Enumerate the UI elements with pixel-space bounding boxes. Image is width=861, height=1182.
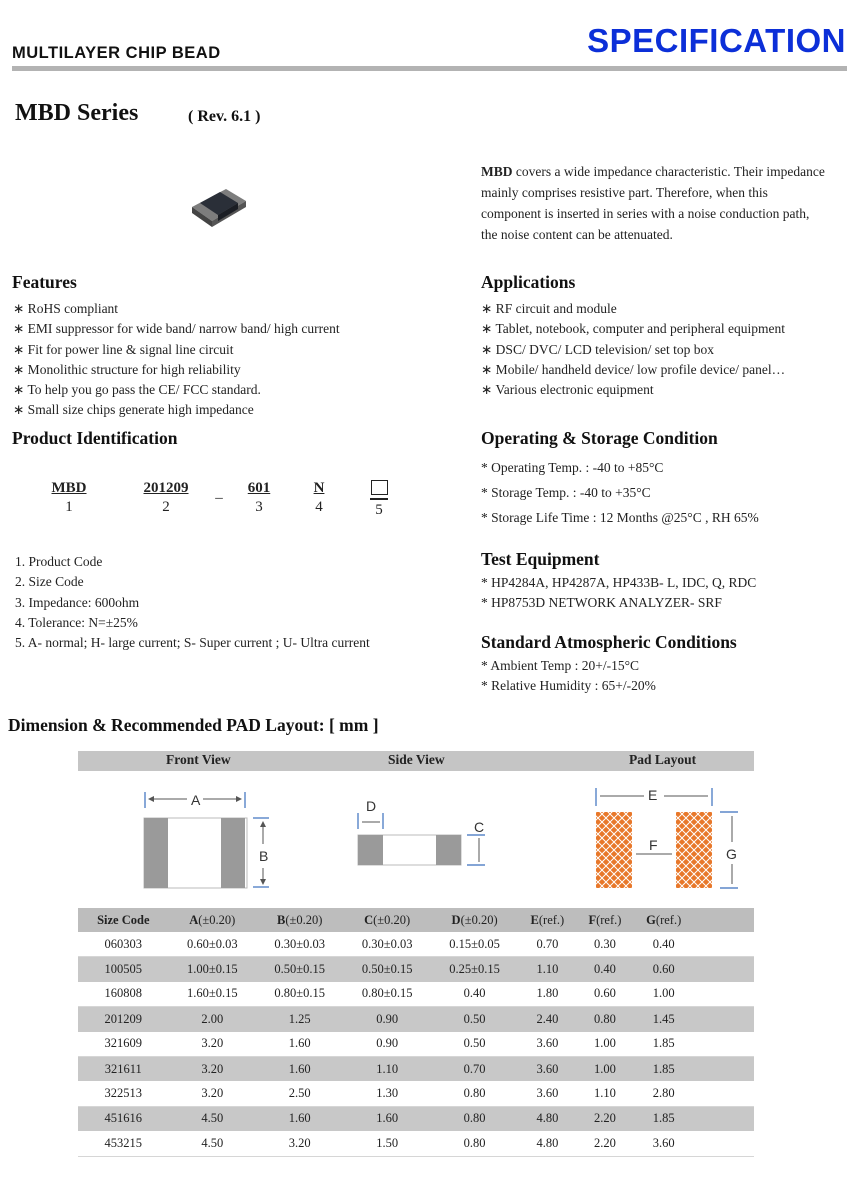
table-cell: 3.60 bbox=[518, 1081, 576, 1106]
table-cell: 3.20 bbox=[169, 1081, 256, 1106]
product-description: MBD covers a wide impedance characteristic. Their impedance mainly comprises resistive part. Therefore, when this component is inserted in series with a noise conduction path, the noise content can be attenuated. bbox=[481, 164, 825, 242]
label-a: A bbox=[191, 792, 201, 808]
pad-layout-diagram bbox=[586, 782, 746, 896]
table-cell: 1.10 bbox=[576, 1081, 633, 1106]
list-item: 3. Impedance: 600ohm bbox=[15, 594, 140, 610]
revision: ( Rev. 6.1 ) bbox=[188, 108, 261, 125]
list-item: ∗ Tablet, notebook, computer and peripheral equipment bbox=[481, 321, 786, 337]
table-cell: 2.80 bbox=[633, 1081, 694, 1106]
list-item: ∗ To help you go pass the CE/ FCC standard. bbox=[13, 382, 261, 398]
list-item: 4. Tolerance: N=±25% bbox=[15, 614, 138, 630]
table-cell: 453215 bbox=[78, 1131, 169, 1156]
operating-list bbox=[481, 455, 759, 530]
table-cell: 4.50 bbox=[169, 1131, 256, 1156]
list-item: ∗ Small size chips generate high impedance bbox=[13, 402, 254, 418]
blank-box-icon bbox=[371, 480, 388, 495]
table-cell: 2.40 bbox=[518, 1007, 576, 1032]
table-cell: 0.25±0.15 bbox=[431, 957, 518, 982]
table-cell: 1.60 bbox=[256, 1106, 343, 1131]
table-header-row bbox=[78, 908, 754, 932]
table-cell-blank bbox=[694, 1081, 754, 1106]
table-cell: 1.60 bbox=[256, 1032, 343, 1057]
table-cell: 0.80±0.15 bbox=[343, 982, 430, 1007]
table-cell: 1.50 bbox=[343, 1131, 430, 1156]
table-cell: 0.50±0.15 bbox=[256, 957, 343, 982]
features-list bbox=[13, 299, 340, 421]
table-row bbox=[78, 1106, 754, 1131]
table-cell: 0.80 bbox=[431, 1081, 518, 1106]
table-cell: 060303 bbox=[78, 932, 169, 957]
table-cell: 0.30 bbox=[576, 932, 633, 957]
table-cell: 1.60 bbox=[343, 1106, 430, 1131]
label-d: D bbox=[366, 798, 377, 814]
table-cell-blank bbox=[694, 932, 754, 957]
test-equipment-list bbox=[481, 573, 756, 614]
table-row bbox=[78, 1007, 754, 1032]
table-cell-blank bbox=[694, 982, 754, 1007]
list-item: ∗ RF circuit and module bbox=[481, 301, 617, 316]
label-e: E bbox=[648, 787, 658, 803]
table-cell: 3.20 bbox=[169, 1056, 256, 1081]
list-item: 5. A- normal; H- large current; S- Super current ; U- Ultra current bbox=[15, 635, 370, 651]
table-cell: 1.45 bbox=[633, 1007, 694, 1032]
list-item: 1. Product Code bbox=[15, 554, 103, 569]
doc-category: MULTILAYER CHIP BEAD bbox=[12, 44, 221, 62]
table-cell: 0.80 bbox=[576, 1007, 633, 1032]
chip-bead-image bbox=[186, 183, 252, 231]
table-cell: 0.90 bbox=[343, 1032, 430, 1057]
pid-code-1: MBD 1 bbox=[51, 480, 87, 515]
table-cell: 3.20 bbox=[169, 1032, 256, 1057]
table-cell: 2.20 bbox=[576, 1106, 633, 1131]
front-view-diagram bbox=[135, 786, 285, 896]
list-item: ∗ EMI suppressor for wide band/ narrow band/ high current bbox=[13, 321, 340, 337]
table-cell: 160808 bbox=[78, 982, 169, 1007]
table-cell-blank bbox=[694, 1032, 754, 1057]
table-cell: 0.80±0.15 bbox=[256, 982, 343, 1007]
table-cell: 0.90 bbox=[343, 1007, 430, 1032]
applications-heading: Applications bbox=[481, 272, 576, 292]
table-cell: 322513 bbox=[78, 1081, 169, 1106]
col-header: D(±0.20) bbox=[431, 908, 518, 932]
applications-list bbox=[481, 299, 785, 400]
table-cell: 3.60 bbox=[518, 1056, 576, 1081]
table-cell: 0.80 bbox=[431, 1131, 518, 1156]
front-view-label: Front View bbox=[166, 752, 231, 767]
table-cell: 2.00 bbox=[169, 1007, 256, 1032]
label-f: F bbox=[649, 837, 658, 853]
table-cell: 0.70 bbox=[518, 932, 576, 957]
table-cell: 4.80 bbox=[518, 1131, 576, 1156]
table-cell-blank bbox=[694, 1056, 754, 1081]
table-cell-blank bbox=[694, 957, 754, 982]
label-g: G bbox=[726, 846, 737, 862]
table-cell: 0.30±0.03 bbox=[343, 932, 430, 957]
table-cell: 1.10 bbox=[343, 1056, 430, 1081]
table-cell: 4.80 bbox=[518, 1106, 576, 1131]
table-cell: 1.25 bbox=[256, 1007, 343, 1032]
side-view-label: Side View bbox=[388, 752, 445, 767]
table-cell: 0.80 bbox=[431, 1106, 518, 1131]
pid-code-3: 601 3 bbox=[247, 480, 271, 515]
table-cell: 1.00±0.15 bbox=[169, 957, 256, 982]
table-cell: 1.85 bbox=[633, 1032, 694, 1057]
col-header: A(±0.20) bbox=[169, 908, 256, 932]
table-cell: 0.50 bbox=[431, 1032, 518, 1057]
atmospheric-list bbox=[481, 656, 656, 697]
list-item: * HP8753D NETWORK ANALYZER- SRF bbox=[481, 595, 722, 611]
doc-type-title: SPECIFICATION bbox=[587, 22, 846, 59]
col-header: C(±0.20) bbox=[343, 908, 430, 932]
atmospheric-heading: Standard Atmospheric Conditions bbox=[481, 632, 737, 652]
table-cell: 3.60 bbox=[518, 1032, 576, 1057]
table-cell: 1.30 bbox=[343, 1081, 430, 1106]
col-header: F(ref.) bbox=[576, 908, 633, 932]
list-item: ∗ Various electronic equipment bbox=[481, 382, 654, 398]
table-cell: 3.60 bbox=[633, 1131, 694, 1156]
table-cell: 321611 bbox=[78, 1056, 169, 1081]
label-b: B bbox=[259, 848, 269, 864]
list-item: * HP4284A, HP4287A, HP433B- L, IDC, Q, RDC bbox=[481, 575, 757, 590]
list-item: * Storage Temp. : -40 to +35°C bbox=[481, 485, 651, 500]
table-cell-blank bbox=[694, 1106, 754, 1131]
operating-heading: Operating & Storage Condition bbox=[481, 428, 718, 448]
table-cell: 1.80 bbox=[518, 982, 576, 1007]
table-cell: 1.00 bbox=[576, 1032, 633, 1057]
table-cell: 3.20 bbox=[256, 1131, 343, 1156]
list-item: * Relative Humidity : 65+/-20% bbox=[481, 678, 656, 694]
table-cell: 1.60±0.15 bbox=[169, 982, 256, 1007]
table-cell: 201209 bbox=[78, 1007, 169, 1032]
table-row bbox=[78, 1081, 754, 1106]
pid-code-5: 5 bbox=[364, 480, 394, 519]
table-cell-blank bbox=[694, 1131, 754, 1156]
table-cell: 0.60±0.03 bbox=[169, 932, 256, 957]
list-item: ∗ Mobile/ handheld device/ low profile device/ panel… bbox=[481, 361, 786, 377]
table-cell: 1.00 bbox=[576, 1056, 633, 1081]
col-header: E(ref.) bbox=[518, 908, 576, 932]
col-header-blank bbox=[694, 908, 754, 932]
col-header: B(±0.20) bbox=[256, 908, 343, 932]
table-cell: 100505 bbox=[78, 957, 169, 982]
table-cell: 451616 bbox=[78, 1106, 169, 1131]
table-cell: 0.15±0.05 bbox=[431, 932, 518, 957]
list-item: ∗ Monolithic structure for high reliability bbox=[13, 361, 241, 377]
table-cell: 0.40 bbox=[633, 932, 694, 957]
product-id-notes bbox=[15, 552, 370, 653]
product-id-heading: Product Identification bbox=[12, 428, 178, 448]
table-row bbox=[78, 1056, 754, 1081]
dimension-heading: Dimension & Recommended PAD Layout: [ mm ] bbox=[8, 715, 379, 735]
test-equipment-heading: Test Equipment bbox=[481, 549, 600, 569]
header-divider bbox=[12, 66, 847, 71]
pid-separator: _ bbox=[215, 485, 223, 501]
table-cell: 0.60 bbox=[576, 982, 633, 1007]
table-cell: 2.50 bbox=[256, 1081, 343, 1106]
table-cell: 1.60 bbox=[256, 1056, 343, 1081]
table-cell: 2.20 bbox=[576, 1131, 633, 1156]
dimension-table bbox=[78, 908, 754, 1157]
table-cell: 0.50 bbox=[431, 1007, 518, 1032]
features-heading: Features bbox=[12, 272, 77, 292]
table-cell: 1.85 bbox=[633, 1106, 694, 1131]
pad-layout-label: Pad Layout bbox=[629, 752, 697, 767]
list-item: * Ambient Temp : 20+/-15°C bbox=[481, 658, 640, 673]
table-row bbox=[78, 957, 754, 982]
list-item: ∗ RoHS compliant bbox=[13, 301, 119, 316]
table-row bbox=[78, 1131, 754, 1156]
list-item: * Operating Temp. : -40 to +85°C bbox=[481, 460, 664, 475]
series-title: MBD Series bbox=[15, 100, 139, 126]
list-item: ∗ DSC/ DVC/ LCD television/ set top box bbox=[481, 341, 714, 357]
table-cell: 0.50±0.15 bbox=[343, 957, 430, 982]
list-item: * Storage Life Time : 12 Months @25°C , RH 65% bbox=[481, 510, 759, 525]
side-view-diagram bbox=[350, 795, 495, 875]
table-cell: 1.10 bbox=[518, 957, 576, 982]
table-row bbox=[78, 982, 754, 1007]
table-cell: 1.85 bbox=[633, 1056, 694, 1081]
table-cell: 4.50 bbox=[169, 1106, 256, 1131]
table-row bbox=[78, 1032, 754, 1057]
label-c: C bbox=[474, 819, 485, 835]
table-row bbox=[78, 932, 754, 957]
col-header: G(ref.) bbox=[633, 908, 694, 932]
table-cell: 1.00 bbox=[633, 982, 694, 1007]
col-header: Size Code bbox=[78, 908, 169, 932]
table-cell: 0.60 bbox=[633, 957, 694, 982]
table-cell-blank bbox=[694, 1007, 754, 1032]
pid-code-2: 201209 2 bbox=[143, 480, 189, 515]
table-cell: 0.40 bbox=[431, 982, 518, 1007]
pid-code-4: N 4 bbox=[313, 480, 325, 515]
list-item: 2. Size Code bbox=[15, 574, 84, 590]
table-cell: 0.30±0.03 bbox=[256, 932, 343, 957]
table-cell: 321609 bbox=[78, 1032, 169, 1057]
list-item: ∗ Fit for power line & signal line circuit bbox=[13, 341, 234, 357]
table-cell: 0.70 bbox=[431, 1056, 518, 1081]
table-cell: 0.40 bbox=[576, 957, 633, 982]
